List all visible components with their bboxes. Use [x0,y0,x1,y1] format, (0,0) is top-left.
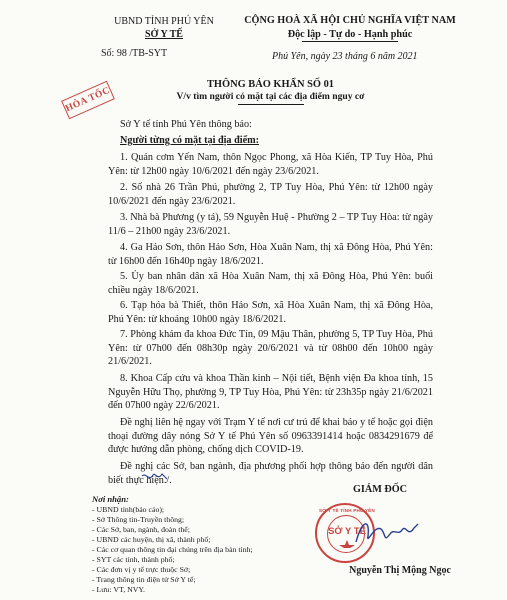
recipient-line: - Sở Thông tin-Truyền thông; [92,515,185,524]
national-title: CỘNG HOÀ XÃ HỘI CHỦ NGHĨA VIỆT NAM [244,15,456,26]
notice-subject: V/v tìm người có mặt tại các địa điểm nguy cơ [176,91,365,102]
recipients-heading: Nơi nhận: [92,494,129,504]
location-item-3: 3. Nhà bà Phương (y tá), 59 Nguyễn Huệ - Phường 2 – TP Tuy Hòa: từ ngày 11/6 – 21h00 ngày 23/6/2021. [108,212,433,237]
document-number: Số: 98 /TB-SYT [101,48,168,59]
recipient-line: - UBND các huyện, thị xã, thành phố; [92,535,211,544]
initial-mark-icon [140,470,170,484]
issue-date: Phú Yên, ngày 23 tháng 6 năm 2021 [272,51,418,62]
recipient-line: - UBND tỉnh(báo cáo); [92,505,165,514]
location-item-1: 1. Quán cơm Yến Nam, thôn Ngọc Phong, xã Hòa Kiến, TP Tuy Hòa, Phú Yên: từ 12h00 ngày 10/6/2021 đến ngày 23/6/2021. [108,152,433,177]
recipient-line: - Các đơn vị y tế trực thuộc Sở; [92,565,191,574]
location-item-2: 2. Số nhà 26 Trần Phú, phường 2, TP Tuy Hòa, Phú Yên: từ 12h00 ngày 10/6/2021 đến ngày 23/6/2021. [108,182,433,207]
location-item-8: 8. Khoa Cấp cứu và khoa Thần kinh – Nội tiết, Bệnh viện Đa khoa tỉnh, 15 Nguyễn Hữu Thọ, phường 9, TP Tuy Hòa, Phú Yên: từ 23h35p ngày 21/6/2021 đến 07h00 ngày 22/6/2021. [108,373,433,412]
signer-title: GIÁM ĐỐC [352,484,408,495]
recipient-line: - Trang thông tin điện tử Sở Y tế; [92,575,196,584]
seal-ring-text: SỞ Y TẾ TỈNH PHÚ YÊN [319,508,375,513]
location-item-5: 5. Ủy ban nhân dân xã Hòa Xuân Nam, thị xã Đông Hòa, Phú Yên: buổi chiều ngày 18/6/2021. [108,271,433,296]
recipient-line: - Lưu: VT, NVY. [92,585,145,594]
location-item-4: 4. Ga Hảo Sơn, thôn Hảo Sơn, Hòa Xuân Nam, thị xã Đông Hòa, Phú Yên: từ 16h00 đến 16h40p ngày 18/6/2021. [108,242,433,267]
recipient-line: - SYT các tỉnh, thành phố; [92,555,175,564]
recipient-line: - Các cơ quan thông tin đại chúng trên địa bàn tỉnh; [92,545,253,554]
section-heading: Người từng có mặt tại địa điểm: [120,135,259,146]
agency-parent: UBND TỈNH PHÚ YÊN [114,16,214,27]
motto-underline [302,41,398,42]
location-item-7: 7. Phòng khám đa khoa Đức Tín, 09 Mậu Thân, phường 5, TP Tuy Hòa, Phú Yên: từ 07h00 đến 08h30p ngày 20/6/2021 và từ 08h00 đến 10h00 ngày 21/6/2021. [108,329,433,368]
recipient-line: - Các Sở, ban, ngành, đoàn thể; [92,525,190,534]
signer-name: Nguyễn Thị Mộng Ngọc [349,565,451,576]
coordination-request: Đề nghị các Sở, ban ngành, địa phương phối hợp thông báo đến người dân biết thực hiện./. [108,461,433,486]
urgent-stamp: HỎA TỐC [61,81,115,120]
handwritten-signature-icon [352,512,422,552]
intro-text: Sở Y tế tỉnh Phú Yên thông báo: [120,119,252,130]
location-item-6: 6. Tạp hóa bà Thiết, thôn Hảo Sơn, xã Hòa Xuân Nam, thị xã Đông Hòa, Phú Yên: từ khoảng 10h00 ngày 18/6/2021. [108,300,433,325]
national-motto: Độc lập - Tự do - Hạnh phúc [287,29,413,40]
subject-underline [238,104,304,105]
contact-request: Đề nghị liên hệ ngay với Trạm Y tế nơi cư trú để khai báo y tế hoặc gọi điện thoại đường dây nóng Sở Y tế Phú Yên số 0963391414 hoặc 0834291679 để được hướng dẫn phòng, chống dịch COVID-19. [108,417,433,456]
seal-center-text: SỞ Y TẾ [328,526,366,537]
agency-name: SỞ Y TẾ [145,29,183,40]
notice-title: THÔNG BÁO KHẨN SỐ 01 [206,79,334,90]
